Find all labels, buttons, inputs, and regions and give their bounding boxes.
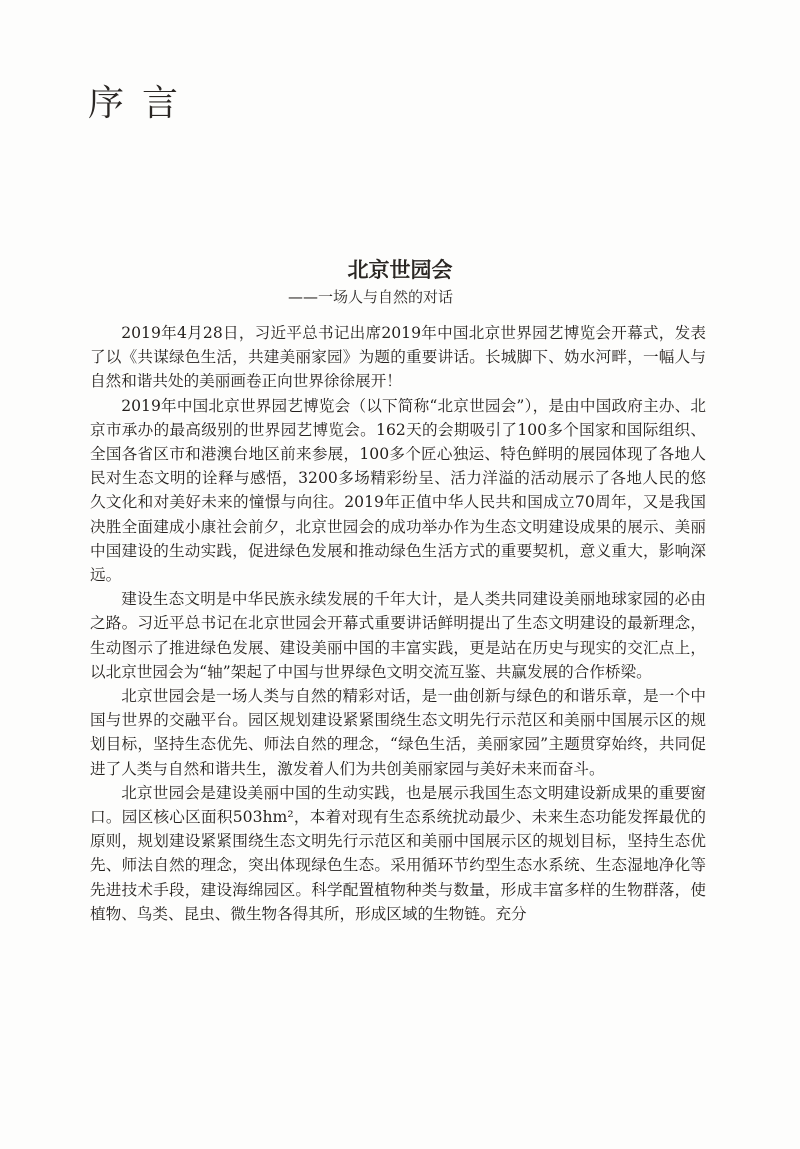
article-subtitle: ——一场人与自然的对话 xyxy=(288,288,454,306)
paragraph: 北京世园会是一场人类与自然的精彩对话，是一曲创新与绿色的和谐乐章，是一个中国与世界的交融平台。园区规划建设紧紧围绕生态文明先行示范区和美丽中国展示区的规划目标，坚持生态优先、师法自然的理念，“绿色生活，美丽家园”主题贯穿始终，共同促进了人类与自然和谐共生，激发着人们为共创美丽家园与美好未来而奋斗。 xyxy=(90,687,706,778)
article-body xyxy=(90,321,706,926)
paragraph: 2019年4月28日，习近平总书记出席2019年中国北京世界园艺博览会开幕式，发表了以《共谋绿色生活，共建美丽家园》为题的重要讲话。长城脚下、妫水河畔，一幅人与自然和谐共处的美丽画卷正向世界徐徐展开！ xyxy=(90,324,706,391)
paragraph: 北京世园会是建设美丽中国的生动实践，也是展示我国生态文明建设新成果的重要窗口。园区核心区面积503hm²，本着对现有生态系统扰动最少、未来生态功能发挥最优的原则，规划建设紧紧围绕生态文明先行示范区和美丽中国展示区的规划目标，坚持生态优先、师法自然的理念，突出体现绿色生态。采用循环节约型生态水系统、生态湿地净化等先进技术手段，建设海绵园区。科学配置植物种类与数量，形成丰富多样的生物群落，使植物、鸟类、昆虫、微生物各得其所，形成区域的生物链。充分 xyxy=(90,783,706,923)
section-heading: 序言 xyxy=(88,83,197,124)
paragraph: 建设生态文明是中华民族永续发展的千年大计，是人类共同建设美丽地球家园的必由之路。习近平总书记在北京世园会开幕式重要讲话鲜明提出了生态文明建设的最新理念，生动图示了推进绿色发展、建设美丽中国的丰富实践，更是站在历史与现实的交汇点上，以北京世园会为“轴”架起了中国与世界绿色文明交流互鉴、共赢发展的合作桥梁。 xyxy=(90,590,706,681)
paragraph: 2019年中国北京世界园艺博览会（以下简称“北京世园会”），是由中国政府主办、北京市承办的最高级别的世界园艺博览会。162天的会期吸引了100多个国家和国际组织、全国各省区市和港澳台地区前来参展，100多个匠心独运、特色鲜明的展园体现了各地人民对生态文明的诠释与感悟，3200多场精彩纷呈、活力洋溢的活动展示了各地人民的悠久文化和对美好未来的憧憬与向往。2019年正值中华人民共和国成立70周年，又是我国决胜全面建成小康社会前夕，北京世园会的成功举办作为生态文明建设成果的展示、美丽中国建设的生动实践，促进绿色发展和推动绿色生活方式的重要契机，意义重大，影响深远。 xyxy=(90,396,706,585)
article-title: 北京世园会 xyxy=(347,258,453,282)
